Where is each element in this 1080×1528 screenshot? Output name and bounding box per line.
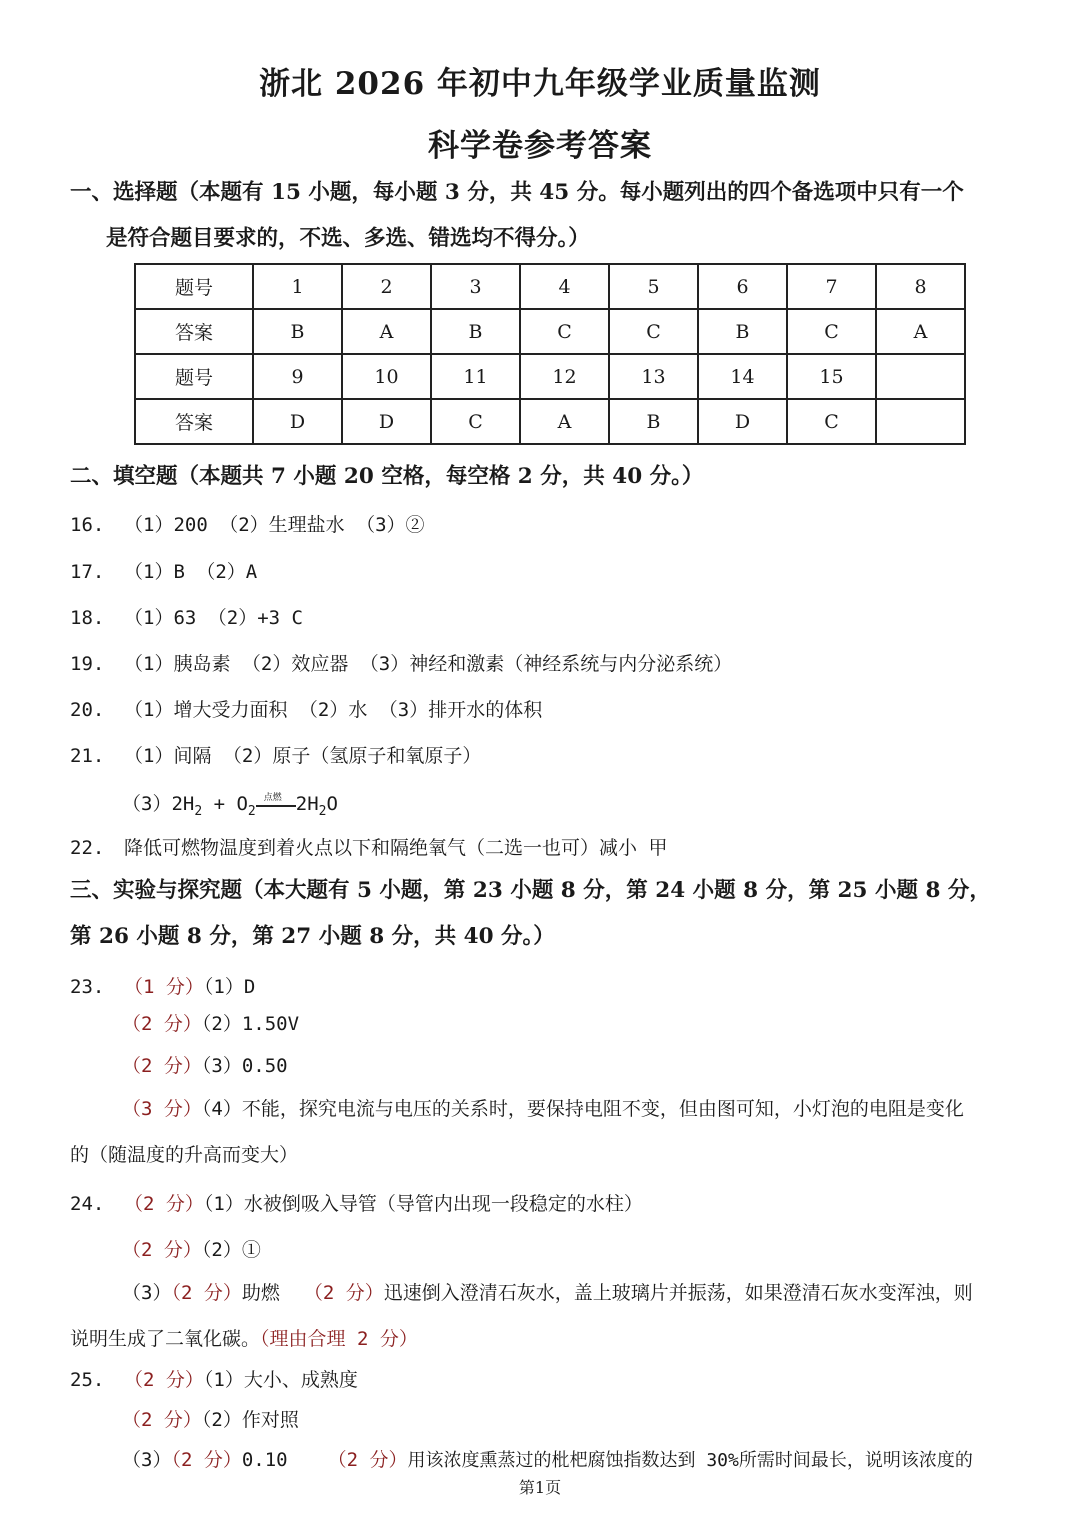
answer-25-3 [122, 1445, 973, 1472]
answer-23-3 [122, 1051, 288, 1078]
table-cell: A [876, 309, 965, 354]
answer-24 [70, 1189, 643, 1216]
table-cell [876, 354, 965, 399]
answer-24-3 [70, 1270, 1035, 1362]
answer-23-4 [70, 1086, 1035, 1178]
equation-part: + O [202, 793, 248, 815]
answer-18 [70, 603, 303, 630]
question-number: 20. [70, 699, 105, 721]
answer-text: （2）① [201, 1239, 261, 1261]
equation-subscript: 2 [194, 803, 203, 819]
table-row [135, 354, 965, 399]
score-label: （2 分） [171, 1282, 242, 1304]
section3-heading-line1: 三、实验与探究题（本大题有 5 小题，第 23 小题 8 分，第 24 小题 8 分，第 25 小题 8 分， [70, 878, 991, 903]
answer-text: 助燃 [241, 1282, 280, 1304]
equation-part: 2H [295, 793, 319, 815]
table-cell: 15 [787, 354, 876, 399]
table-cell: C [787, 399, 876, 444]
table-cell: D [698, 399, 787, 444]
section1-heading [70, 170, 1040, 262]
table-cell: B [253, 309, 342, 354]
score-label: （2 分） [124, 1369, 204, 1391]
section1-heading-line1: 一、选择题（本题有 15 小题，每小题 3 分，共 45 分。每小题列出的四个备选项中只有一个 [70, 180, 964, 205]
answer-24-2 [122, 1235, 261, 1262]
table-row [135, 309, 965, 354]
answer-text: （1）水被倒吸入导管（导管内出现一段稳定的水柱） [203, 1193, 643, 1215]
table-cell: B [431, 309, 520, 354]
score-label: （2 分） [327, 1449, 408, 1471]
answer-table [134, 263, 966, 445]
row-label: 答案 [135, 399, 253, 444]
table-cell: B [609, 399, 698, 444]
table-cell: B [698, 309, 787, 354]
table-cell: 5 [609, 264, 698, 309]
table-cell: C [520, 309, 609, 354]
answer-text: （1）增大受力面积 （2）水 （3）排开水的体积 [124, 699, 543, 721]
question-number: 22. [70, 837, 105, 859]
question-number: 21. [70, 745, 105, 767]
table-cell: C [431, 399, 520, 444]
answer-text: 降低可燃物温度到着火点以下和隔绝氧气（二选一也可）减小 甲 [124, 837, 668, 859]
table-cell: 12 [520, 354, 609, 399]
question-number: 19. [70, 653, 105, 675]
answer-21 [70, 741, 481, 768]
answer-17 [70, 557, 257, 584]
question-number: 24. [70, 1193, 105, 1215]
question-number: 17. [70, 561, 105, 583]
row-label: 题号 [135, 264, 253, 309]
question-number: 23. [70, 976, 105, 998]
section2-heading: 二、填空题（本题共 7 小题 20 空格，每空格 2 分，共 40 分。） [70, 464, 704, 489]
table-cell: 3 [431, 264, 520, 309]
score-label: （2 分） [122, 1055, 202, 1077]
answer-text: （1）D [203, 976, 256, 998]
table-cell: 10 [342, 354, 431, 399]
score-label: （2 分） [122, 1239, 202, 1261]
reaction-condition: 点燃 [263, 792, 282, 803]
table-cell: 9 [253, 354, 342, 399]
table-cell: 11 [431, 354, 520, 399]
answer-text: （2）1.50V [201, 1013, 300, 1035]
equation-subscript: 2 [318, 803, 327, 819]
table-cell: 8 [876, 264, 965, 309]
row-label: 题号 [135, 354, 253, 399]
answer-text: （1）B （2）A [124, 561, 258, 583]
answer-text: 迅速倒入澄清石灰水，盖上玻璃片并振荡，如果澄清石灰水变浑浊，则 [383, 1282, 973, 1304]
answer-text: （3）0.50 [201, 1055, 288, 1077]
table-cell: 4 [520, 264, 609, 309]
answer-text: （2）作对照 [201, 1409, 299, 1431]
score-note: （理由合理 2 分） [260, 1328, 418, 1350]
answer-text: （1）胰岛素 （2）效应器 （3）神经和激素（神经系统与内分泌系统） [124, 653, 733, 675]
answer-25 [70, 1365, 358, 1392]
answer-21-equation [122, 789, 338, 819]
table-cell: 6 [698, 264, 787, 309]
answer-25-2 [122, 1405, 299, 1432]
table-cell: 7 [787, 264, 876, 309]
answer-text: （4）不能，探究电流与电压的关系时，要保持电阻不变，但由图可知，小灯泡的电阻是变化 [201, 1098, 964, 1120]
table-cell [876, 399, 965, 444]
answer-text-cont: 说明生成了二氧化碳。 [70, 1328, 261, 1350]
answer-16 [70, 510, 425, 537]
answer-text: （1）63 （2）+3 C [124, 607, 303, 629]
reaction-arrow [256, 792, 296, 810]
answer-19 [70, 649, 732, 676]
answer-20 [70, 695, 542, 722]
answer-text: 用该浓度熏蒸过的枇杷腐蚀指数达到 30%所需时间最长，说明该浓度的 [407, 1450, 973, 1471]
page-number: 第1页 [518, 1478, 562, 1497]
score-label: （2 分） [124, 1193, 204, 1215]
score-label: （3 分） [122, 1098, 202, 1120]
score-label: （1 分） [124, 976, 204, 998]
equation-part: （3）2H [122, 793, 195, 815]
answer-text-cont: 的（随温度的升高而变大） [70, 1144, 299, 1166]
question-number: 25. [70, 1369, 105, 1391]
score-label: （2 分） [171, 1449, 242, 1471]
question-number: 16. [70, 514, 105, 536]
answer-23 [70, 972, 255, 999]
equation-part: O [326, 793, 338, 815]
answer-prefix: （3） [122, 1449, 172, 1471]
table-row [135, 399, 965, 444]
page-title: 浙北 2026 年初中九年级学业质量监测 [259, 66, 821, 102]
answer-text: （1）大小、成熟度 [203, 1369, 358, 1391]
section1-heading-line2: 是符合题目要求的，不选、多选、错选均不得分。） [106, 226, 590, 251]
answer-prefix: （3） [122, 1282, 172, 1304]
table-cell: 2 [342, 264, 431, 309]
answer-text: 0.10 [241, 1449, 288, 1471]
score-label: （2 分） [122, 1409, 202, 1431]
answer-text: （1）200 （2）生理盐水 （3）② [124, 514, 425, 536]
table-row [135, 264, 965, 309]
table-cell: 14 [698, 354, 787, 399]
table-cell: 13 [609, 354, 698, 399]
table-cell: A [520, 399, 609, 444]
equation-subscript: 2 [247, 803, 256, 819]
table-cell: C [609, 309, 698, 354]
answer-text: （1）间隔 （2）原子（氢原子和氧原子） [124, 745, 482, 767]
question-number: 18. [70, 607, 105, 629]
answer-23-2 [122, 1009, 299, 1036]
row-label: 答案 [135, 309, 253, 354]
score-label: （2 分） [303, 1282, 384, 1304]
table-cell: A [342, 309, 431, 354]
answer-22 [70, 833, 667, 860]
page-subtitle: 科学卷参考答案 [428, 128, 652, 164]
section3-heading-line2: 第 26 小题 8 分，第 27 小题 8 分，共 40 分。） [70, 924, 555, 949]
score-label: （2 分） [122, 1013, 202, 1035]
table-cell: C [787, 309, 876, 354]
section3-heading [70, 868, 1040, 960]
table-cell: 1 [253, 264, 342, 309]
table-cell: D [342, 399, 431, 444]
table-cell: D [253, 399, 342, 444]
